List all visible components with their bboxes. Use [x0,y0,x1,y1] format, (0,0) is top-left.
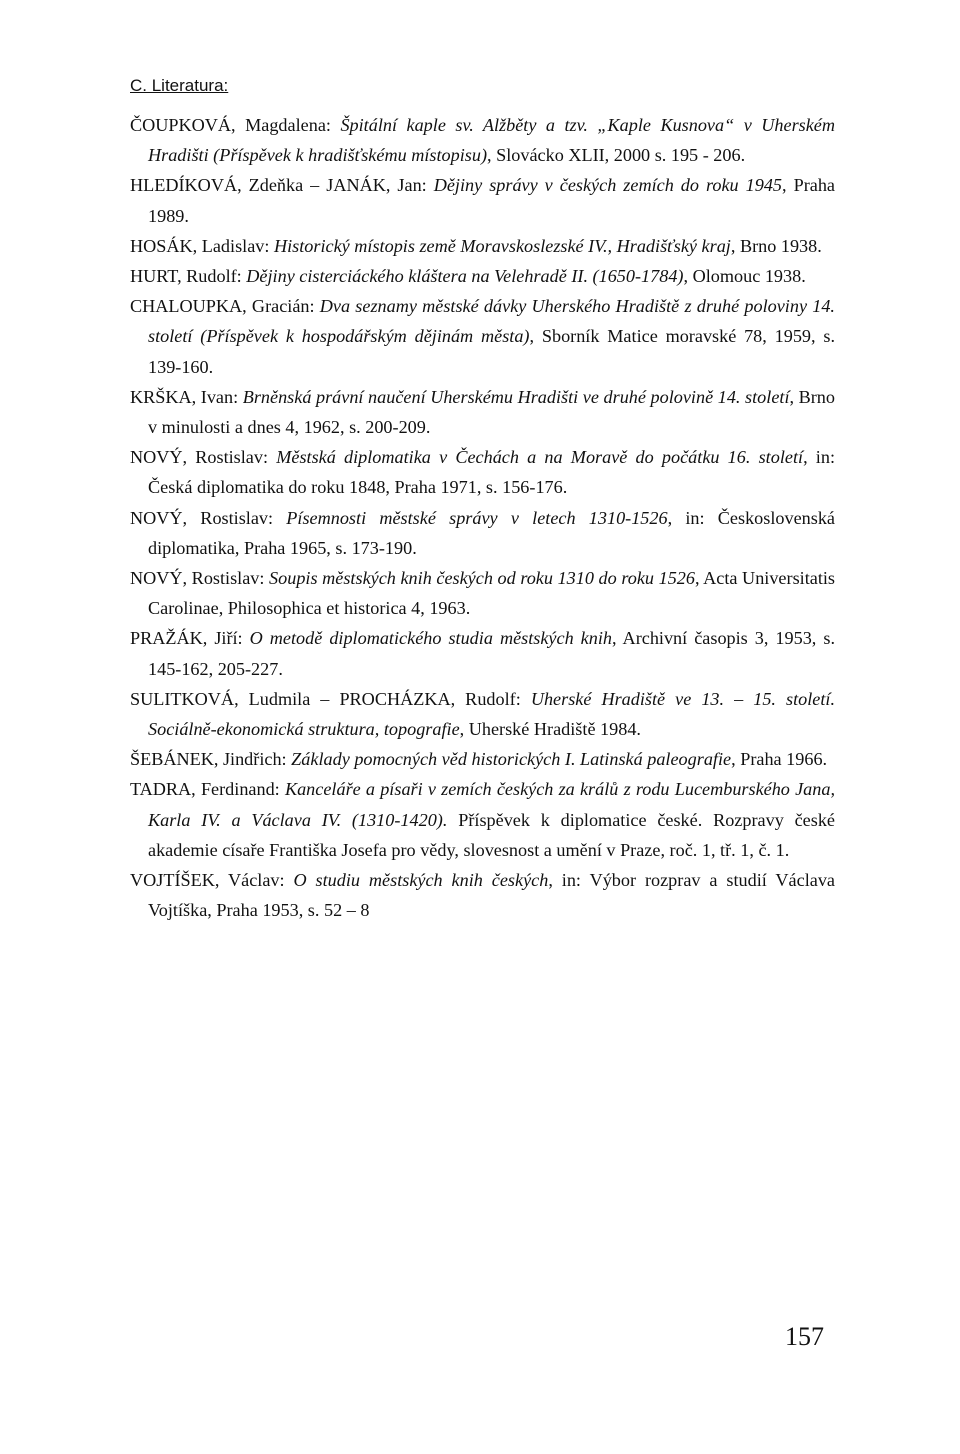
bibliography-entry [130,563,835,623]
entry-title: Dějiny cisterciáckého kláštera na Velehradě II. (1650-1784) [246,266,684,287]
bibliography-entry [130,684,835,744]
entry-publication: , Sborník Matice moravské 78, 1959, s. 139-160. [148,326,835,377]
bibliography-list [130,110,835,925]
entry-publication: , Archivní časopis 3, 1953, s. 145-162, 205-227. [148,628,835,679]
section-heading: C. Literatura: [130,76,229,95]
entry-author: NOVÝ, Rostislav: [130,568,270,589]
entry-publication: , Brno v minulosti a dnes 4, 1962, s. 200-209. [148,386,835,438]
bibliography-page [130,74,835,925]
entry-title: Brněnská právní naučení Uherskému Hradišti ve druhé polovině 14. století [242,386,790,407]
bibliography-entry [130,261,835,291]
bibliography-entry [130,231,835,261]
entry-title: O studiu městských knih českých [293,870,549,891]
entry-author: ČOUPKOVÁ, Magdalena: [130,115,341,135]
bibliography-entry [130,503,835,563]
entry-title: Dějiny správy v českých zemích do roku 1945 [433,175,783,196]
entry-title: Kanceláře a písaři v zemích českých za králů z rodu Lucemburského Jana, Karla IV. a Václava IV. (1310-1420). [148,779,836,830]
entry-title: Dva seznamy městské dávky Uherského Hradiště z druhé poloviny 14. století (Příspěvek k hospodářským dějinám města) [148,296,835,347]
entry-title: O metodě diplomatického studia městských knih [249,628,612,649]
page-number: 157 [785,1322,824,1351]
entry-publication: , Praha 1966. [731,749,828,770]
bibliography-entry [130,382,835,442]
entry-author: VOJTÍŠEK, Václav: [130,870,294,891]
entry-publication: , in: Československá diplomatika, Praha 1965, s. 173-190. [148,507,835,558]
entry-publication: Příspěvek k diplomatice české. Rozpravy české akademie císaře Františka Josefa pro vědy, slovesnost a umění v Praze, roč. 1, tř. 1, č. 1. [148,809,835,860]
bibliography-entry [130,170,835,230]
entry-author: HLEDÍKOVÁ, Zdeňka – JANÁK, Jan: [130,175,434,196]
bibliography-entry [130,442,835,502]
entry-title: Základy pomocných věd historických I. Latinská paleografie [291,749,732,770]
entry-author: KRŠKA, Ivan: [130,386,243,407]
entry-publication: , Praha 1989. [148,175,835,226]
entry-title: Městská diplomatika v Čechách a na Moravě do počátku 16. století [276,447,804,468]
entry-author: TADRA, Ferdinand: [130,779,285,800]
entry-author: ŠEBÁNEK, Jindřich: [130,749,292,770]
entry-author: NOVÝ, Rostislav: [130,507,287,528]
entry-title: Soupis městských knih českých od roku 1310 do roku 1526 [269,568,695,589]
entry-author: PRAŽÁK, Jiří: [130,628,250,649]
bibliography-entry [130,774,835,865]
entry-author: CHALOUPKA, Gracián: [130,296,320,317]
entry-publication: , Brno 1938. [730,235,822,256]
entry-title: Historický místopis země Moravskoslezské IV., Hradišťský kraj [273,235,731,256]
bibliography-entry [130,623,835,683]
entry-author: SULITKOVÁ, Ludmila – PROCHÁZKA, Rudolf: [130,688,531,709]
entry-title: Špitální kaple sv. Alžběty a tzv. „Kaple Kusnova“ v Uherském Hradišti (Příspěvek k hradišťskému místopisu) [148,115,836,166]
entry-author: NOVÝ, Rostislav: [130,447,277,468]
entry-author: HOSÁK, Ladislav: [130,235,274,256]
entry-publication: , Uherské Hradiště 1984. [459,719,641,740]
entry-author: HURT, Rudolf: [130,266,247,287]
bibliography-entry [130,744,835,774]
entry-publication: , Slovácko XLII, 2000 s. 195 - 206. [487,145,746,166]
bibliography-entry [130,865,835,925]
bibliography-entry [130,291,835,382]
entry-title: Písemnosti městské správy v letech 1310-1526 [286,507,668,528]
entry-title: Uherské Hradiště ve 13. – 15. století. Sociálně-ekonomická struktura, topografie [148,688,836,740]
entry-publication: , Acta Universitatis Carolinae, Philosophica et historica 4, 1963. [148,568,836,619]
entry-publication: , in: Česká diplomatika do roku 1848, Praha 1971, s. 156-176. [148,447,836,498]
bibliography-entry [130,110,835,170]
entry-publication: , Olomouc 1938. [683,266,806,287]
entry-publication: , in: Výbor rozprav a studií Václava Vojtíška, Praha 1953, s. 52 – 8 [148,870,835,921]
